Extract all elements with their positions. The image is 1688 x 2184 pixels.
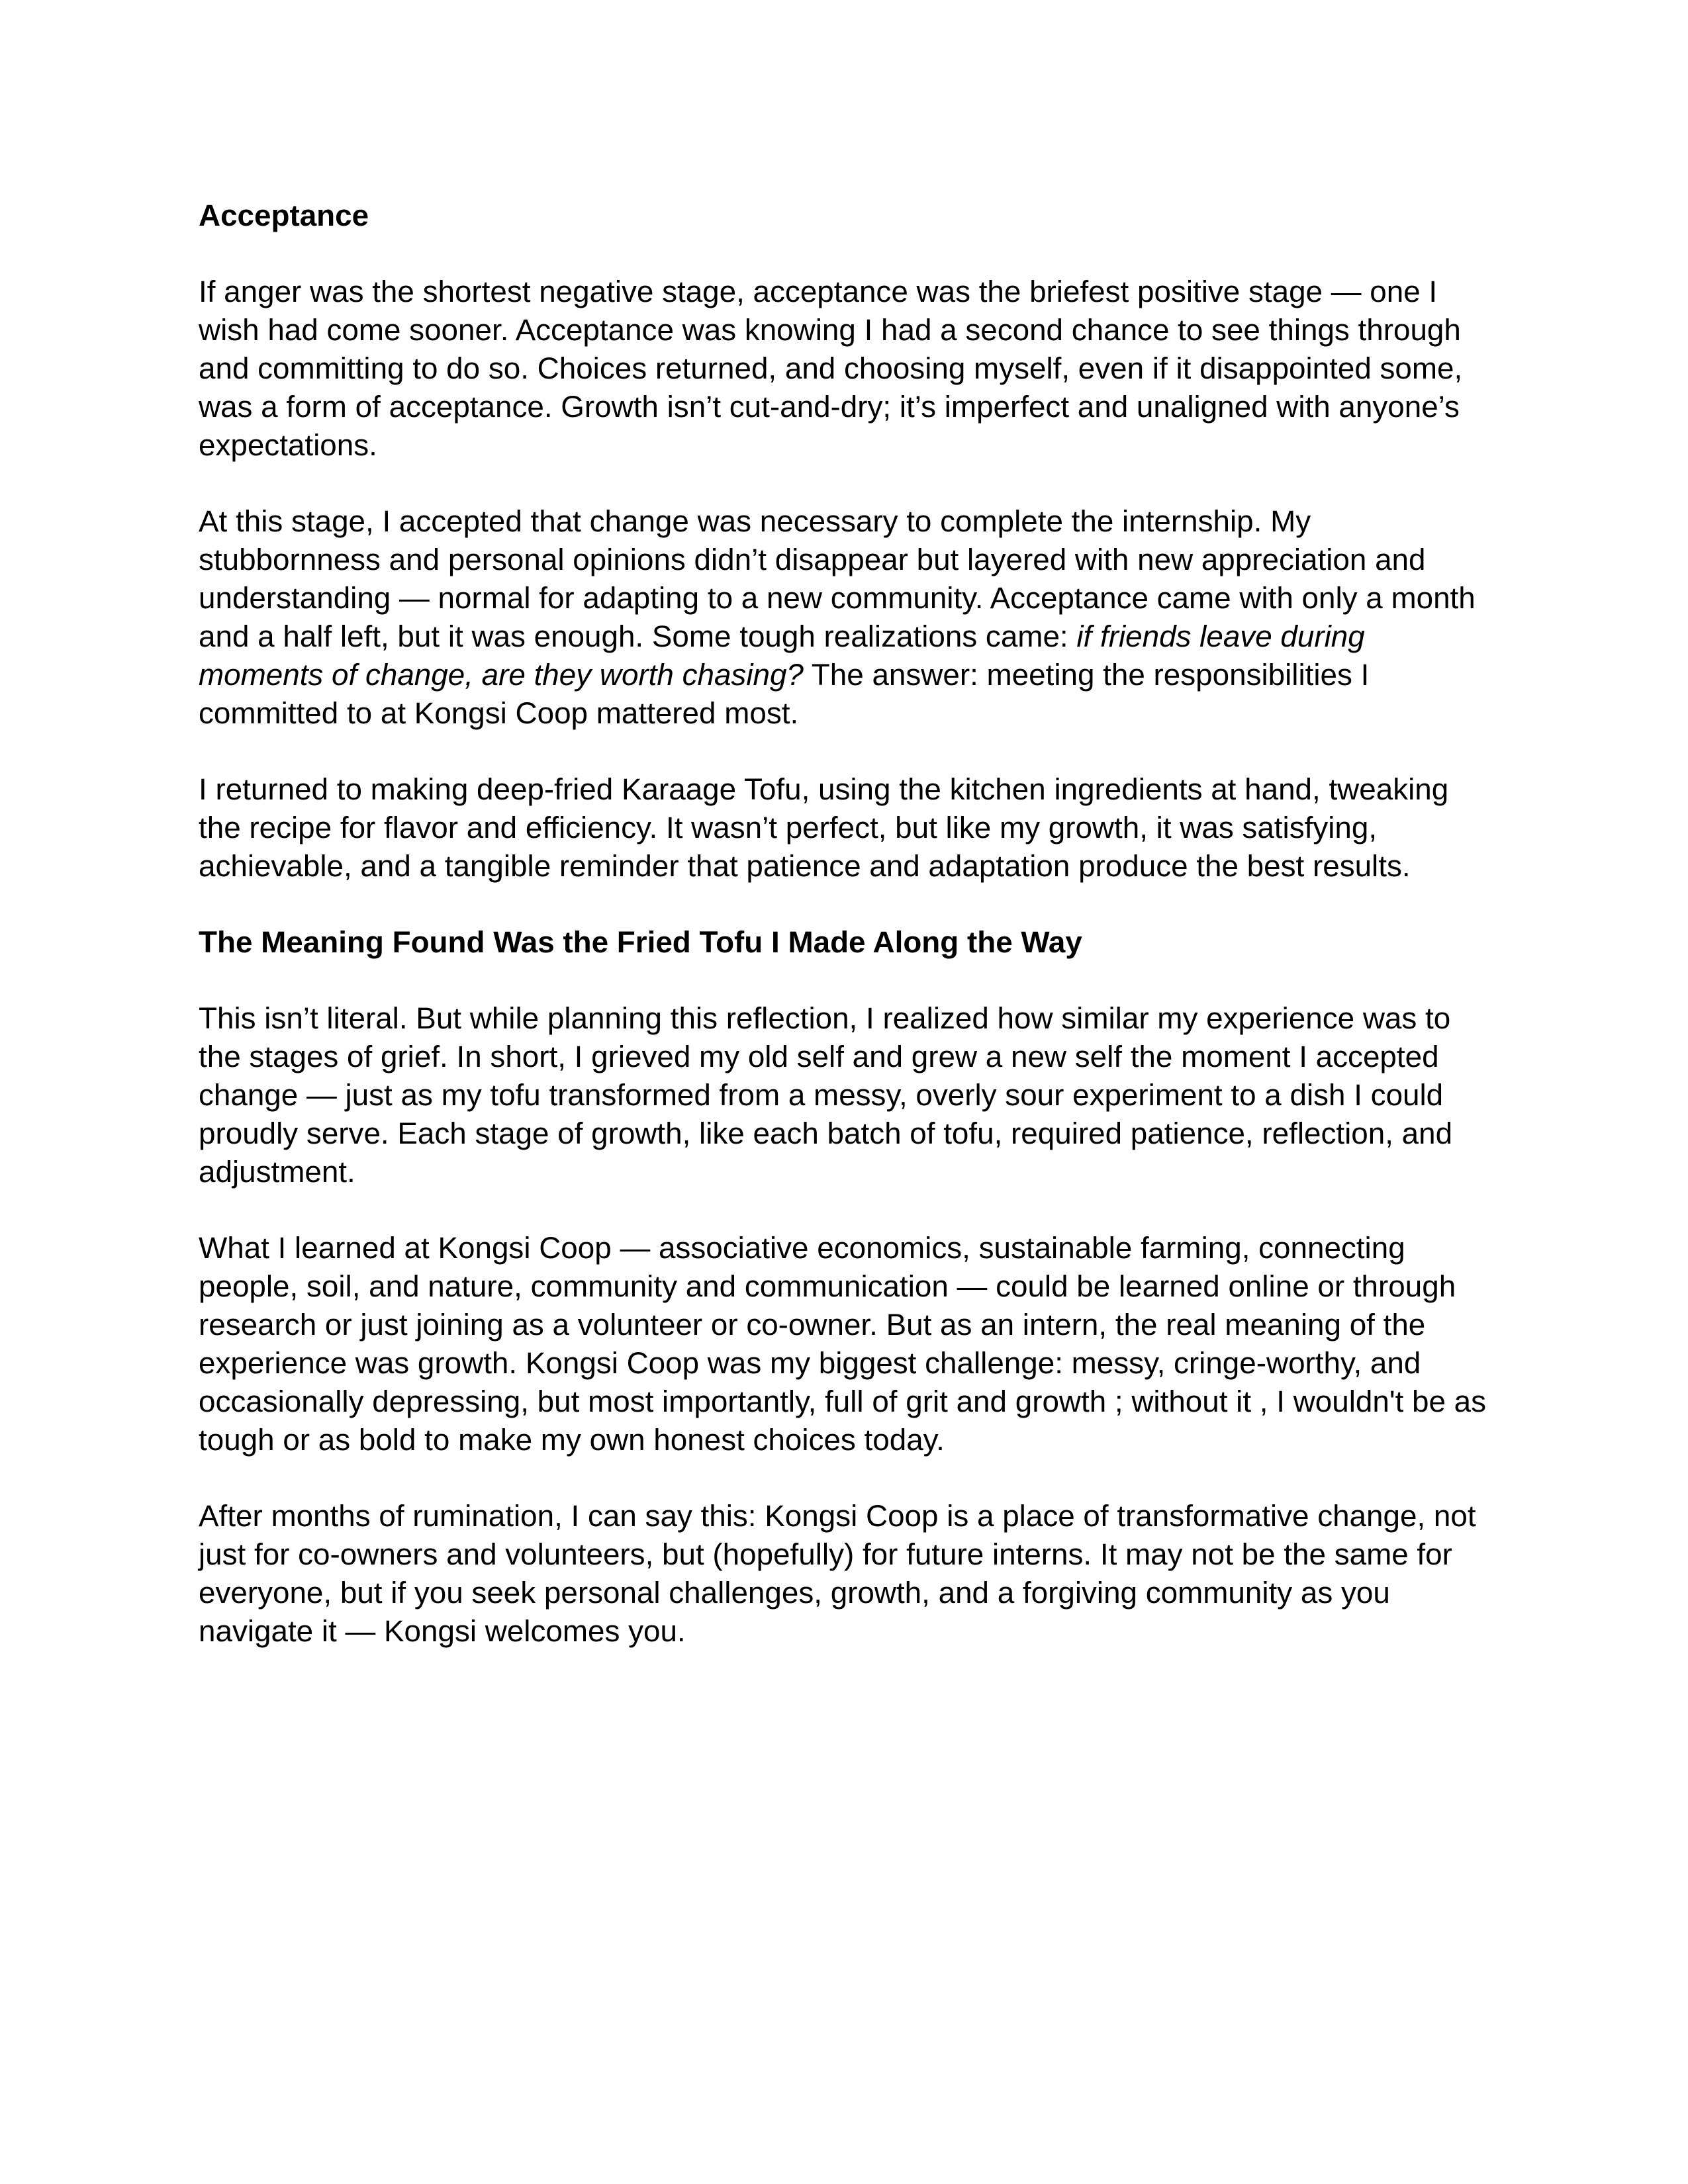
paragraph-karaage-tofu	[199, 770, 1491, 886]
paragraph-conclusion	[199, 1497, 1491, 1651]
text-run: What I learned at Kongsi Coop — associative economics, sustainable farming, connecting people, soil, and nature, community and communication — could be learned online or through research or just joining as a volunteer or co-owner. But as an intern, the real meaning of the experience was growth. Kongsi Coop was my biggest challenge: messy, cringe-worthy, and occasionally depressing, but most importantly, full of grit and growth ; without it , I wouldn't be as tough or as bold to make my own honest choices today.	[199, 1231, 1487, 1457]
paragraph-acceptance-stage	[199, 502, 1491, 733]
paragraph-acceptance-intro	[199, 273, 1491, 465]
paragraph-what-i-learned	[199, 1229, 1491, 1459]
text-run: At this stage, I accepted that change was necessary to complete the internship. My stubbornness and personal opinions didn’t disappear but layered with new appreciation and understanding — normal for adapting to a new community. Acceptance came with only a month and a half left, but it was enough. Some tough realizations came:	[199, 504, 1476, 653]
document-content	[199, 197, 1491, 1651]
paragraph-not-literal	[199, 999, 1491, 1191]
text-run: After months of rumination, I can say this: Kongsi Coop is a place of transformative change, not just for co-owners and volunteers, but (hopefully) for future interns. It may not be the same for everyone, but if you seek personal challenges, growth, and a forgiving community as you navigate it — Kongsi welcomes you.	[199, 1499, 1476, 1648]
text-run: The Meaning Found Was the Fried Tofu I Made Along the Way	[199, 925, 1082, 959]
text-run: I returned to making deep-fried Karaage Tofu, using the kitchen ingredients at hand, tweaking the recipe for flavor and efficiency. It wasn’t perfect, but like my growth, it was satisfying, achievable, and a tangible reminder that patience and adaptation produce the best results.	[199, 772, 1449, 883]
text-run: Acceptance	[199, 199, 369, 232]
text-run: The answer: meeting the responsibilities I committed to at Kongsi Coop mattered most.	[199, 658, 1370, 730]
italic-text-run: if friends leave during moments of change, are they worth chasing?	[199, 619, 1365, 692]
heading-meaning-found	[199, 923, 1491, 962]
heading-acceptance	[199, 197, 1491, 235]
text-run: This isn’t literal. But while planning this reflection, I realized how similar my experience was to the stages of grief. In short, I grieved my old self and grew a new self the moment I accepted change — just as my tofu transformed from a messy, overly sour experiment to a dish I could proudly serve. Each stage of growth, like each batch of tofu, required patience, reflection, and adjustment.	[199, 1001, 1453, 1189]
text-run: If anger was the shortest negative stage, acceptance was the briefest positive stage — one I wish had come sooner. Acceptance was knowing I had a second chance to see things through and committing to do so. Choices returned, and choosing myself, even if it disappointed some, was a form of acceptance. Growth isn’t cut-and-dry; it’s imperfect and unaligned with anyone’s expectations.	[199, 275, 1463, 462]
